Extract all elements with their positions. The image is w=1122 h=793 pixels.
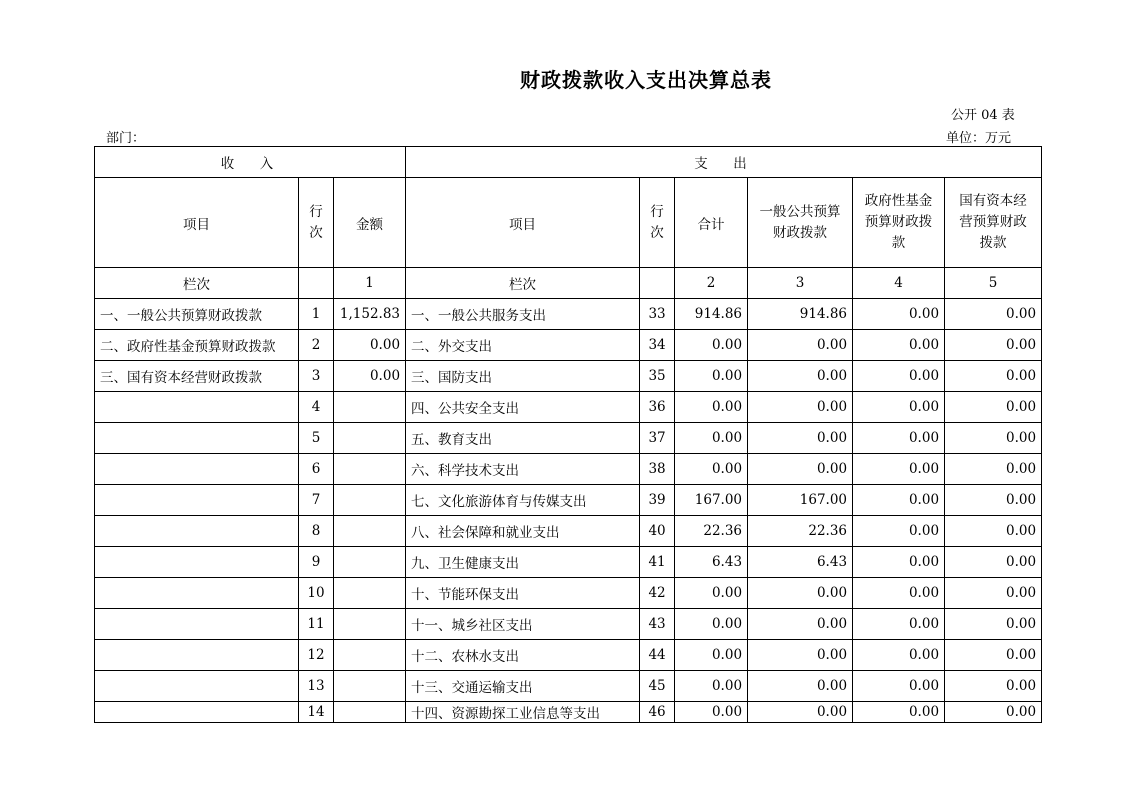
table-row	[95, 547, 1042, 578]
expense-item-cell: 七、文化旅游体育与传媒支出	[406, 485, 640, 516]
income-amount-cell	[334, 454, 406, 485]
income-item-cell	[95, 547, 299, 578]
total-cell: 0.00	[675, 671, 748, 702]
table-row	[95, 609, 1042, 640]
index-blank-2	[640, 268, 675, 299]
income-row-number-cell: 5	[299, 423, 334, 454]
column-header-row	[95, 178, 1042, 268]
income-item-cell: 三、国有资本经营财政拨款	[95, 361, 299, 392]
expense-item-cell: 十一、城乡社区支出	[406, 609, 640, 640]
total-cell: 0.00	[675, 640, 748, 671]
income-row-number-cell: 14	[299, 702, 334, 723]
general-budget-cell: 914.86	[748, 299, 853, 330]
income-row-number-cell: 6	[299, 454, 334, 485]
income-amount-cell	[334, 578, 406, 609]
general-budget-cell: 0.00	[748, 330, 853, 361]
total-cell: 6.43	[675, 547, 748, 578]
table-row	[95, 330, 1042, 361]
state-capital-cell: 0.00	[945, 361, 1042, 392]
state-capital-cell: 0.00	[945, 702, 1042, 723]
gov-fund-cell: 0.00	[853, 578, 945, 609]
general-budget-cell: 0.00	[748, 609, 853, 640]
table-row	[95, 423, 1042, 454]
total-cell: 0.00	[675, 578, 748, 609]
header-income-amount: 金额	[334, 178, 406, 268]
unit-label: 单位：万元	[946, 131, 1012, 146]
header-income-row-no	[299, 178, 334, 268]
header-income-row-text: 行次	[309, 203, 323, 241]
table-row	[95, 578, 1042, 609]
income-amount-cell	[334, 485, 406, 516]
appropriation-table	[94, 146, 1042, 723]
department-label: 部门：	[106, 131, 146, 146]
income-item-cell	[95, 671, 299, 702]
expense-row-number-cell: 37	[640, 423, 675, 454]
income-row-number-cell: 9	[299, 547, 334, 578]
total-cell: 0.00	[675, 702, 748, 723]
general-budget-cell: 0.00	[748, 392, 853, 423]
expense-item-cell: 三、国防支出	[406, 361, 640, 392]
total-cell: 0.00	[675, 330, 748, 361]
index-total: 2	[675, 268, 748, 299]
index-general-budget: 3	[748, 268, 853, 299]
income-amount-cell	[334, 516, 406, 547]
general-budget-cell: 22.36	[748, 516, 853, 547]
table-row	[95, 671, 1042, 702]
general-budget-cell: 0.00	[748, 423, 853, 454]
income-amount-cell: 0.00	[334, 361, 406, 392]
column-index-row	[95, 268, 1042, 299]
state-capital-cell: 0.00	[945, 609, 1042, 640]
total-cell: 0.00	[675, 423, 748, 454]
expense-item-cell: 十四、资源勘探工业信息等支出	[406, 702, 640, 723]
table-row	[95, 454, 1042, 485]
state-capital-cell: 0.00	[945, 671, 1042, 702]
gov-fund-cell: 0.00	[853, 454, 945, 485]
index-blank-1	[299, 268, 334, 299]
income-amount-cell	[334, 423, 406, 454]
income-amount-cell: 1,152.83	[334, 299, 406, 330]
expense-row-number-cell: 44	[640, 640, 675, 671]
income-row-number-cell: 13	[299, 671, 334, 702]
header-expense-item: 项目	[406, 178, 640, 268]
income-item-cell	[95, 516, 299, 547]
table-row	[95, 485, 1042, 516]
expense-item-cell: 九、卫生健康支出	[406, 547, 640, 578]
table-row	[95, 640, 1042, 671]
header-total: 合计	[675, 178, 748, 268]
income-item-cell	[95, 392, 299, 423]
expense-group-header: 支 出	[406, 147, 1042, 178]
state-capital-cell: 0.00	[945, 423, 1042, 454]
income-item-cell	[95, 578, 299, 609]
expense-item-cell: 十三、交通运输支出	[406, 671, 640, 702]
expense-item-cell: 八、社会保障和就业支出	[406, 516, 640, 547]
income-item-cell	[95, 640, 299, 671]
expense-row-number-cell: 41	[640, 547, 675, 578]
income-item-cell	[95, 609, 299, 640]
expense-row-number-cell: 35	[640, 361, 675, 392]
income-amount-cell	[334, 609, 406, 640]
header-expense-row-no	[640, 178, 675, 268]
index-state-capital: 5	[945, 268, 1042, 299]
income-row-number-cell: 11	[299, 609, 334, 640]
general-budget-cell: 167.00	[748, 485, 853, 516]
expense-item-cell: 六、科学技术支出	[406, 454, 640, 485]
expense-item-cell: 五、教育支出	[406, 423, 640, 454]
income-row-number-cell: 3	[299, 361, 334, 392]
income-group-header: 收 入	[95, 147, 406, 178]
table-row	[95, 392, 1042, 423]
state-capital-cell: 0.00	[945, 454, 1042, 485]
expense-row-number-cell: 40	[640, 516, 675, 547]
expense-row-number-cell: 34	[640, 330, 675, 361]
index-label-right: 栏次	[406, 268, 640, 299]
total-cell: 914.86	[675, 299, 748, 330]
general-budget-cell: 0.00	[748, 454, 853, 485]
expense-item-cell: 一、一般公共服务支出	[406, 299, 640, 330]
income-row-number-cell: 7	[299, 485, 334, 516]
expense-row-number-cell: 46	[640, 702, 675, 723]
total-cell: 22.36	[675, 516, 748, 547]
header-gov-fund: 政府性基金预算财政拨款	[853, 178, 945, 268]
header-general-budget: 一般公共预算财政拨款	[748, 178, 853, 268]
expense-row-number-cell: 42	[640, 578, 675, 609]
expense-row-number-cell: 39	[640, 485, 675, 516]
general-budget-cell: 0.00	[748, 640, 853, 671]
table-row	[95, 516, 1042, 547]
index-gov-fund: 4	[853, 268, 945, 299]
gov-fund-cell: 0.00	[853, 516, 945, 547]
form-number: 公开 04 表	[951, 108, 1015, 123]
expense-row-number-cell: 45	[640, 671, 675, 702]
header-expense-row-text: 行次	[650, 203, 664, 241]
income-amount-cell	[334, 640, 406, 671]
expense-item-cell: 十、节能环保支出	[406, 578, 640, 609]
state-capital-cell: 0.00	[945, 640, 1042, 671]
expense-row-number-cell: 38	[640, 454, 675, 485]
state-capital-cell: 0.00	[945, 578, 1042, 609]
index-label-left: 栏次	[95, 268, 299, 299]
total-cell: 0.00	[675, 392, 748, 423]
gov-fund-cell: 0.00	[853, 640, 945, 671]
state-capital-cell: 0.00	[945, 392, 1042, 423]
general-budget-cell: 6.43	[748, 547, 853, 578]
total-cell: 0.00	[675, 361, 748, 392]
income-amount-cell: 0.00	[334, 330, 406, 361]
income-amount-cell	[334, 702, 406, 723]
index-income-amount: 1	[334, 268, 406, 299]
gov-fund-cell: 0.00	[853, 423, 945, 454]
general-budget-cell: 0.00	[748, 578, 853, 609]
income-item-cell: 一、一般公共预算财政拨款	[95, 299, 299, 330]
general-budget-cell: 0.00	[748, 671, 853, 702]
page-title: 财政拨款收入支出决算总表	[520, 68, 772, 92]
state-capital-cell: 0.00	[945, 516, 1042, 547]
income-item-cell: 二、政府性基金预算财政拨款	[95, 330, 299, 361]
gov-fund-cell: 0.00	[853, 547, 945, 578]
total-cell: 0.00	[675, 454, 748, 485]
income-amount-cell	[334, 671, 406, 702]
gov-fund-cell: 0.00	[853, 330, 945, 361]
expense-row-number-cell: 33	[640, 299, 675, 330]
table-row	[95, 361, 1042, 392]
income-amount-cell	[334, 392, 406, 423]
header-income-item: 项目	[95, 178, 299, 268]
table-row	[95, 299, 1042, 330]
income-item-cell	[95, 485, 299, 516]
income-item-cell	[95, 423, 299, 454]
income-row-number-cell: 8	[299, 516, 334, 547]
expense-row-number-cell: 43	[640, 609, 675, 640]
group-header-row	[95, 147, 1042, 178]
income-row-number-cell: 10	[299, 578, 334, 609]
state-capital-cell: 0.00	[945, 330, 1042, 361]
expense-item-cell: 二、外交支出	[406, 330, 640, 361]
state-capital-cell: 0.00	[945, 299, 1042, 330]
table-row	[95, 702, 1042, 723]
header-state-capital: 国有资本经营预算财政拨款	[945, 178, 1042, 268]
gov-fund-cell: 0.00	[853, 392, 945, 423]
gov-fund-cell: 0.00	[853, 299, 945, 330]
gov-fund-cell: 0.00	[853, 671, 945, 702]
income-row-number-cell: 1	[299, 299, 334, 330]
income-row-number-cell: 4	[299, 392, 334, 423]
gov-fund-cell: 0.00	[853, 485, 945, 516]
income-item-cell	[95, 702, 299, 723]
expense-item-cell: 十二、农林水支出	[406, 640, 640, 671]
general-budget-cell: 0.00	[748, 702, 853, 723]
income-item-cell	[95, 454, 299, 485]
general-budget-cell: 0.00	[748, 361, 853, 392]
gov-fund-cell: 0.00	[853, 609, 945, 640]
gov-fund-cell: 0.00	[853, 702, 945, 723]
total-cell: 167.00	[675, 485, 748, 516]
expense-item-cell: 四、公共安全支出	[406, 392, 640, 423]
income-row-number-cell: 12	[299, 640, 334, 671]
state-capital-cell: 0.00	[945, 485, 1042, 516]
total-cell: 0.00	[675, 609, 748, 640]
income-row-number-cell: 2	[299, 330, 334, 361]
expense-row-number-cell: 36	[640, 392, 675, 423]
income-amount-cell	[334, 547, 406, 578]
gov-fund-cell: 0.00	[853, 361, 945, 392]
state-capital-cell: 0.00	[945, 547, 1042, 578]
